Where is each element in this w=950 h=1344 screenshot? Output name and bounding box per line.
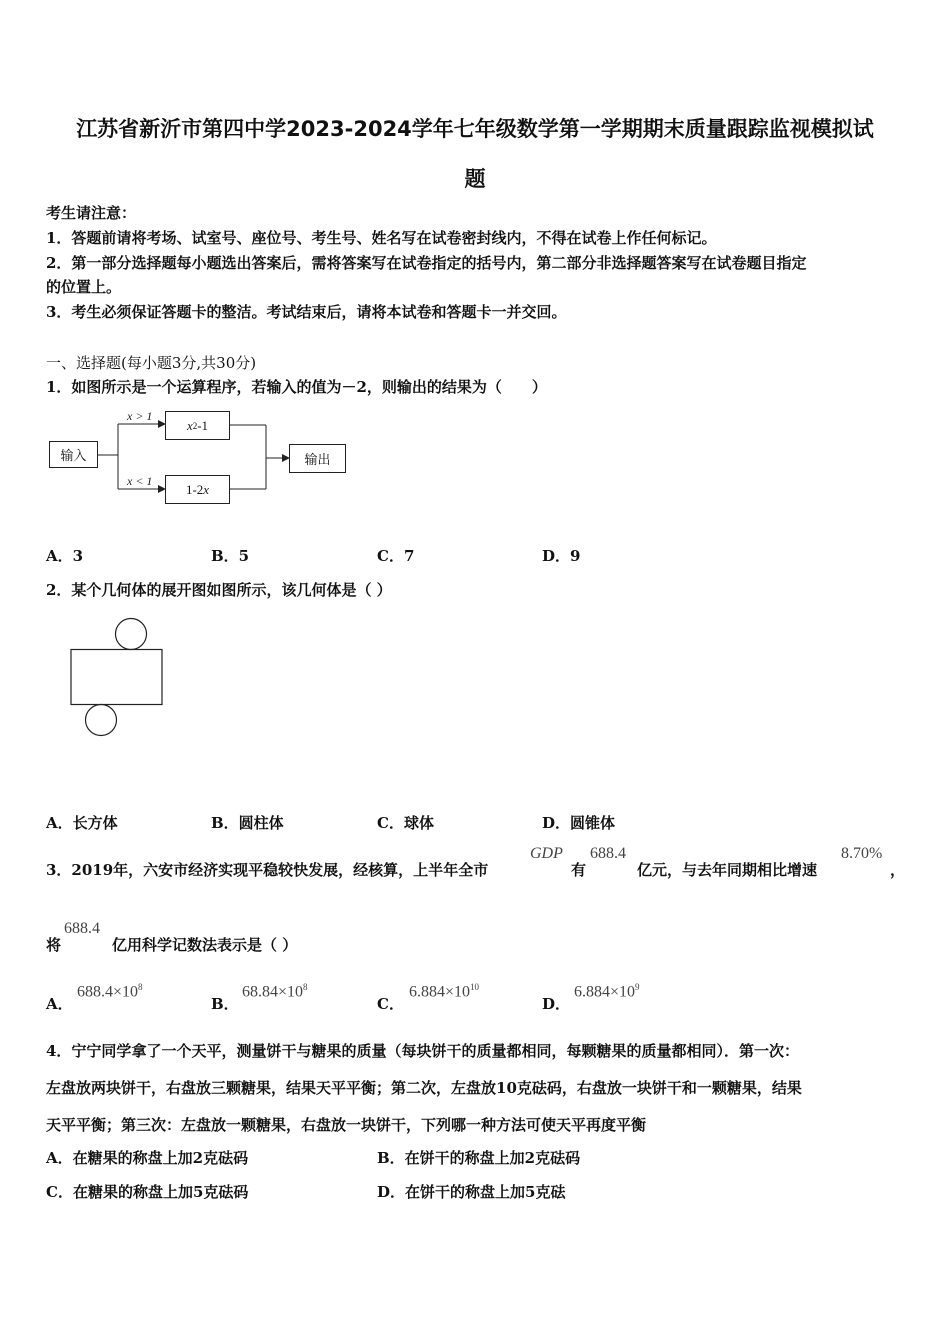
question-2-option-c[interactable]: C．球体 — [377, 814, 434, 832]
question-3-option-a-value[interactable]: $688.4\times 10^8$ — [77, 982, 143, 1001]
flowchart-condition-top: x > 1 — [127, 409, 153, 423]
question-3-option-a-label[interactable]: A． — [46, 995, 73, 1013]
question-3-line2-end: 亿用科学记数法表示是（ ） — [112, 936, 298, 954]
expr-top-base: x — [186, 417, 193, 433]
question-3-line2-start: 将 — [46, 936, 62, 954]
question-3-stem-part1: 3．2019年，六安市经济实现平稳较快发展，经核算，上半年全市 — [46, 861, 489, 879]
question-3-stem-part3: 亿元，与去年同期相比增速 — [637, 861, 818, 879]
question-2-option-a[interactable]: A．长方体 — [46, 814, 118, 832]
page-title: 江苏省新沂市第四中学2023-2024学年七年级数学第一学期期末质量跟踪监视模拟试 — [76, 117, 874, 141]
question-1-option-a[interactable]: A．3 — [46, 547, 84, 565]
question-1-option-c[interactable]: C．7 — [377, 547, 415, 565]
expr-top-rest: -1 — [197, 417, 209, 433]
question-4-stem-line3: 天平平衡；第三次：左盘放一颗糖果，右盘放一块饼干，下列哪一种方法可使天平再度平衡 — [46, 1116, 647, 1134]
notice-item-3: 3．考生必须保证答题卡的整洁。考试结束后，请将本试卷和答题卡一并交回。 — [46, 303, 567, 321]
question-3-option-d-label[interactable]: D． — [542, 995, 571, 1013]
expr-bottom-variable: x — [203, 481, 210, 497]
question-3-option-c-label[interactable]: C． — [377, 995, 404, 1013]
question-3-option-b-value[interactable]: $68.84\times 10^8$ — [242, 982, 308, 1001]
question-3-gdp: GDP — [530, 845, 563, 862]
question-1-option-b[interactable]: B．5 — [211, 547, 250, 565]
flowchart-input-label: 输入 — [60, 449, 87, 464]
flowchart-output-label: 输出 — [304, 453, 331, 468]
net-rectangle — [71, 650, 162, 705]
question-4-option-b[interactable]: B．在饼干的称盘上加2克砝码 — [377, 1149, 581, 1167]
notice-heading: 考生请注意： — [46, 204, 137, 222]
net-top-circle — [116, 619, 147, 650]
question-3-value: 688.4 — [590, 845, 626, 862]
question-3-growth-rate: 8.70% — [841, 845, 883, 862]
question-2-option-b[interactable]: B．圆柱体 — [211, 814, 284, 832]
question-1-option-d[interactable]: D．9 — [542, 547, 581, 565]
question-3-line2-value: 688.4 — [64, 920, 100, 937]
net-bottom-circle — [86, 705, 117, 736]
question-1-stem: 1．如图所示是一个运算程序，若输入的值为－2，则输出的结果为（ ） — [46, 378, 547, 396]
notice-item-1: 1．答题前请将考场、试室号、座位号、考生号、姓名写在试卷密封线内，不得在试卷上作任何标记。 — [46, 229, 717, 247]
question-4-stem-line1: 4．宁宁同学拿了一个天平，测量饼干与糖果的质量（每块饼干的质量都相同，每颗糖果的质量都相同）．第一次： — [46, 1042, 799, 1060]
question-3-stem-part2: 有 — [571, 861, 587, 879]
page-title-continued: 题 — [464, 167, 486, 191]
question-3-option-d-value[interactable]: $6.884\times 10^9$ — [574, 982, 640, 1001]
question-2-stem: 2．某个几何体的展开图如图所示，该几何体是（ ） — [46, 581, 392, 599]
question-4-stem-line2: 左盘放两块饼干，右盘放三颗糖果，结果天平平衡；第二次，左盘放10克砝码，右盘放一块饼干和一颗糖果，结果 — [46, 1079, 802, 1097]
notice-item-2: 2．第一部分选择题每小题选出答案后，需将答案写在试卷指定的括号内，第二部分非选择题答案写在试卷题目指定 — [46, 254, 807, 272]
expr-top-exponent: 2 — [192, 420, 198, 431]
question-4-option-d[interactable]: D．在饼干的称盘上加5克砝 — [377, 1183, 566, 1201]
section-heading: 一、选择题(每小题3分,共30分) — [46, 354, 257, 372]
expr-bottom-number: 1-2 — [185, 481, 204, 497]
question-2-option-d[interactable]: D．圆锥体 — [542, 814, 616, 832]
question-3-option-c-value[interactable]: $6.884\times 10^{10}$ — [409, 982, 480, 1001]
notice-item-2-continued: 的位置上。 — [46, 278, 122, 296]
question-3-comma: ， — [890, 861, 906, 879]
question-4-option-a[interactable]: A．在糖果的称盘上加2克砝码 — [46, 1149, 249, 1167]
question-3-option-b-label[interactable]: B． — [211, 995, 239, 1013]
question-4-option-c[interactable]: C．在糖果的称盘上加5克砝码 — [46, 1183, 249, 1201]
flowchart-condition-bottom: x < 1 — [127, 474, 153, 488]
